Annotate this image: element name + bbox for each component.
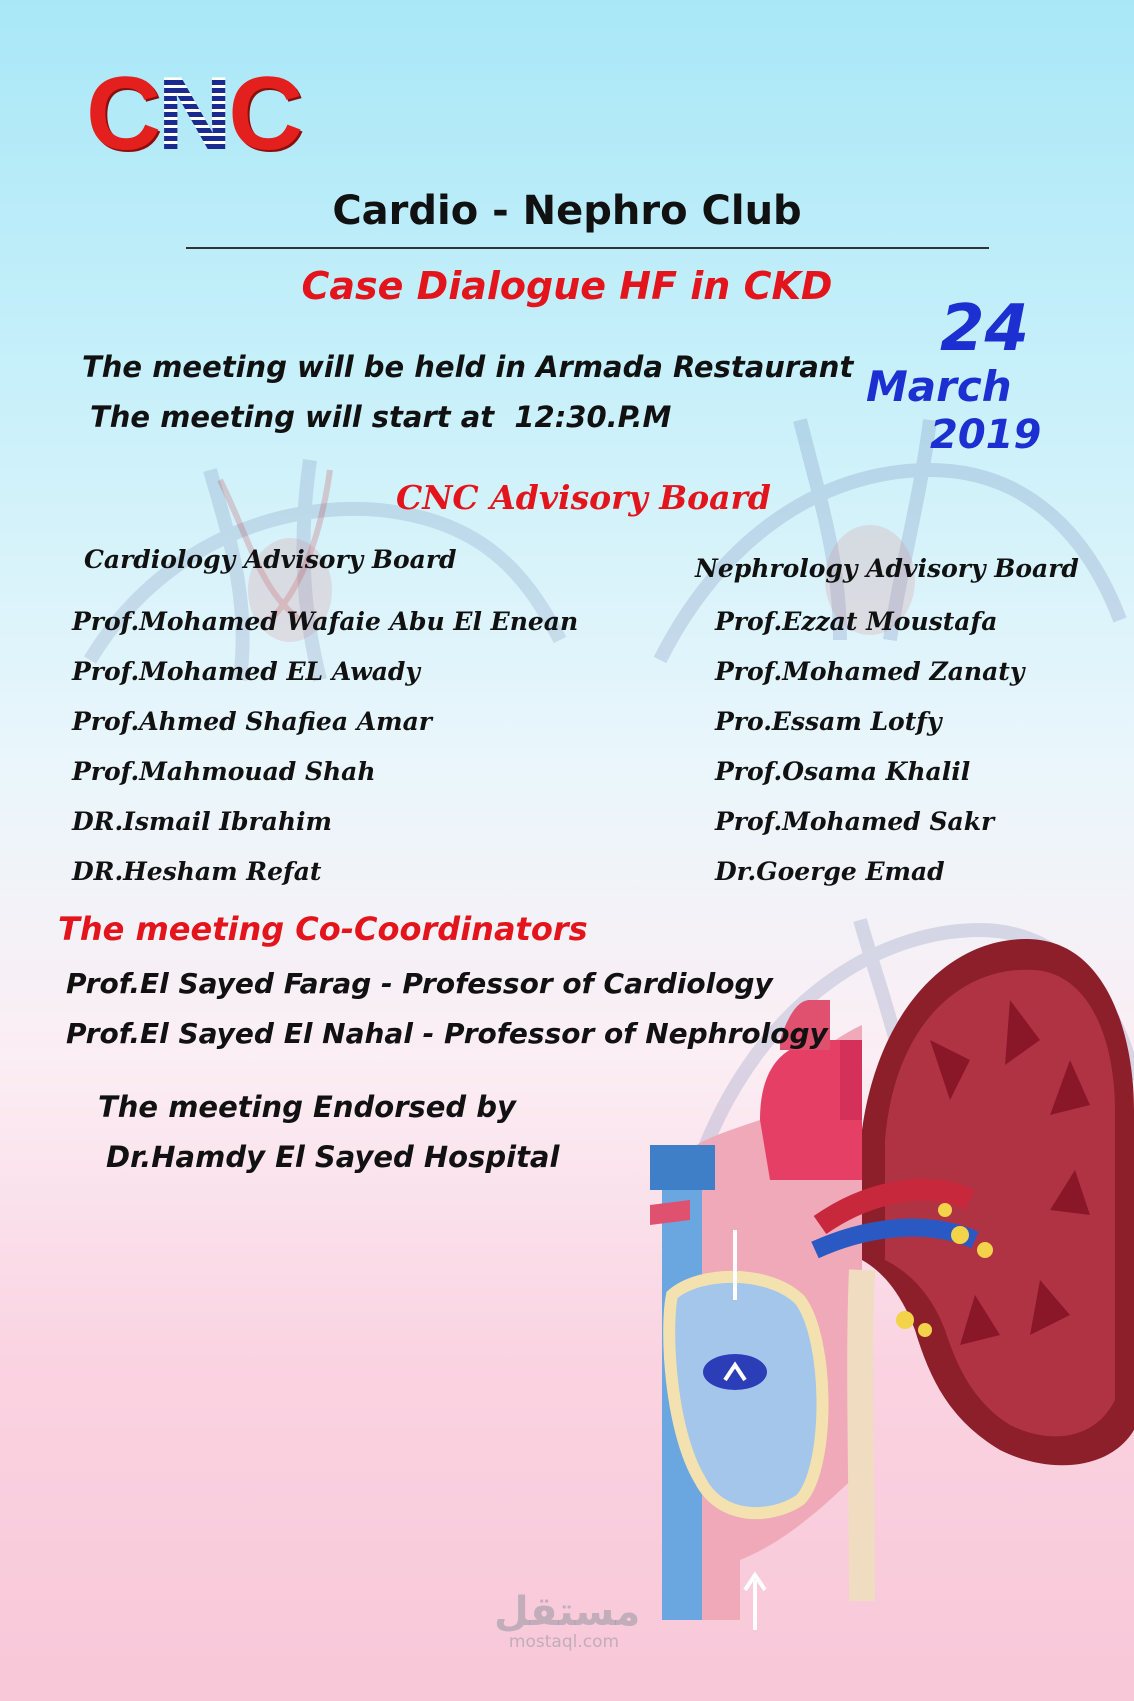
mostaql-watermark [494,1589,641,1652]
cardiology-member: Prof.Mohamed Wafaie Abu El Enean [72,607,579,636]
nephrology-member: Prof.Ezzat Moustafa [715,607,998,636]
nephrology-board-title: Nephrology Advisory Board [695,554,1079,583]
club-title: Cardio - Nephro Club [332,188,802,234]
cardiology-member: DR.Ismail Ibrahim [72,807,332,836]
nephrology-member: Dr.Goerge Emad [715,857,945,886]
cnc-logo [86,56,300,172]
endorser-name: Dr.Hamdy El Sayed Hospital [106,1140,560,1174]
watermark-arabic: مستقل [494,1589,641,1635]
watermark-latin: mostaql.com [508,1632,620,1652]
cardiology-member: Prof.Mohamed EL Awady [72,657,420,686]
cardiology-member: DR.Hesham Refat [72,857,322,886]
cardiology-member: Prof.Mahmouad Shah [72,757,376,786]
endorsed-by-label: The meeting Endorsed by [98,1090,516,1124]
nephrology-member: Prof.Mohamed Zanaty [715,657,1025,686]
logo-letter-c-right: C [228,56,300,172]
coordinators-title: The meeting Co-Coordinators [58,910,588,948]
nephrology-member: Prof.Osama Khalil [715,757,971,786]
nephrology-member: Pro.Essam Lotfy [715,707,942,736]
date-day: 24 [940,292,1030,366]
title-divider [186,247,989,249]
nephrology-member: Prof.Mohamed Sakr [715,807,995,836]
event-title: Case Dialogue HF in CKD [301,264,833,308]
coordinator-item: Prof.El Sayed El Nahal - Professor of Nephrology [66,1017,828,1050]
date-month: March [866,362,1012,411]
venue-line: The meeting will be held in Armada Restaurant [82,350,854,384]
logo-letter-n: N [157,56,229,172]
cardiology-member: Prof.Ahmed Shafiea Amar [72,707,432,736]
date-year: 2019 [930,412,1042,458]
coordinator-item: Prof.El Sayed Farag - Professor of Cardiology [66,967,773,1000]
cardiology-board-title: Cardiology Advisory Board [84,545,457,574]
logo-letter-c-left: C [86,56,158,172]
time-line: The meeting will start at 12:30.P.M [90,400,672,434]
advisory-board-title: CNC Advisory Board [396,478,771,517]
